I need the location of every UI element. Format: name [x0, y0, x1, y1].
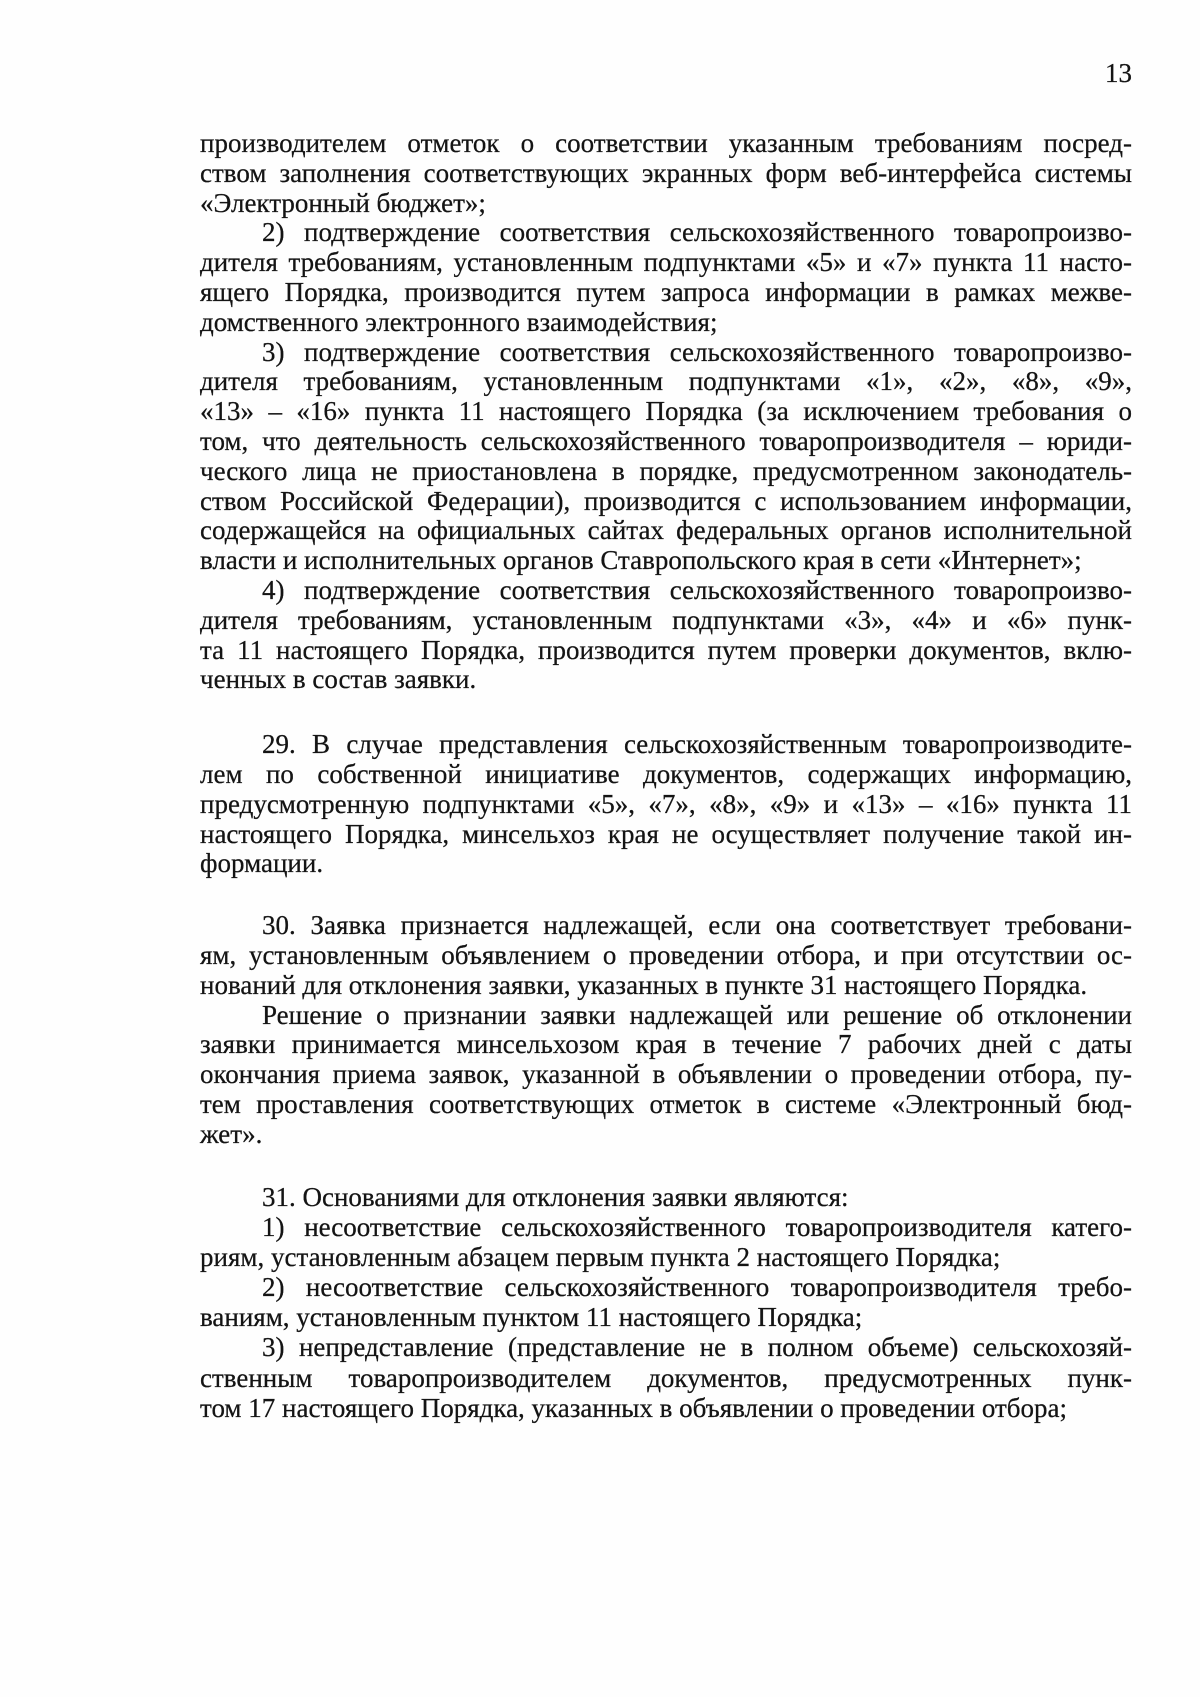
text-line: 3) подтверждение соответствия сельскохозяйственного товаропроизво-: [262, 336, 1132, 367]
text-line: ственным товаропроизводителем документов, предусмотренных пунк-: [200, 1362, 1132, 1393]
text-line: дителя требованиям, установленным подпунктами «5» и «7» пункта 11 насто-: [200, 247, 1132, 278]
text-line: заявки принимается минсельхозом края в течение 7 рабочих дней с даты: [200, 1029, 1132, 1060]
text-line: ством Российской Федерации), производится с использованием информации,: [200, 485, 1132, 516]
text-line: ваниям, установленным пунктом 11 настоящего Порядка;: [200, 1302, 863, 1333]
text-line: производителем отметок о соответствии указанным требованиям посред-: [200, 128, 1132, 158]
text-line: ящего Порядка, производится путем запроса информации в рамках межве-: [200, 276, 1132, 307]
clause-31-item-3: [200, 1332, 1132, 1422]
clause-30-paragraph-2: [200, 1001, 1132, 1150]
text-line: 4) подтверждение соответствия сельскохозяйственного товаропроизво-: [262, 574, 1132, 605]
text-line: 2) несоответствие сельскохозяйственного товаропроизводителя требо-: [262, 1272, 1132, 1303]
clause-31-intro: [200, 1182, 1132, 1212]
clause-31: [200, 1182, 1132, 1423]
text-line: «Электронный бюджет»;: [200, 187, 486, 218]
text-line: настоящего Порядка, минсельхоз края не осуществляет получение такой ин-: [200, 818, 1132, 849]
text-line: власти и исполнительных органов Ставропольского края в сети «Интернет»;: [200, 545, 1082, 576]
text-line: содержащейся на официальных сайтах федеральных органов исполнительной: [200, 515, 1132, 546]
text-line: предусмотренную подпунктами «5», «7», «8», «9» и «13» – «16» пункта 11: [200, 788, 1132, 819]
text-line: 29. В случае представления сельскохозяйственным товаропроизводите-: [262, 729, 1132, 760]
text-line: риям, установленным абзацем первым пункта 2 настоящего Порядка;: [200, 1242, 1001, 1273]
text-line: ченных в состав заявки.: [200, 664, 477, 695]
clause-29: [200, 730, 1132, 879]
clause-28-item-3: [200, 338, 1132, 576]
text-line: та 11 настоящего Порядка, производится путем проверки документов, вклю-: [200, 634, 1132, 665]
page-number: 13: [1105, 58, 1132, 88]
text-line: домственного электронного взаимодействия;: [200, 306, 718, 337]
clause-28-item-4: [200, 576, 1132, 695]
text-line: «13» – «16» пункта 11 настоящего Порядка (за исключением требования о: [200, 396, 1132, 427]
clause-28-item-1-tail: [200, 129, 1132, 218]
text-line: дителя требованиям, установленным подпунктами «1», «2», «8», «9»,: [200, 366, 1132, 397]
text-line: лем по собственной инициативе документов, содержащих информацию,: [200, 758, 1132, 789]
text-line: Решение о признании заявки надлежащей или решение об отклонении: [262, 999, 1132, 1030]
text-line: дителя требованиям, установленным подпунктами «3», «4» и «6» пунк-: [200, 604, 1132, 635]
text-line: 2) подтверждение соответствия сельскохозяйственного товаропроизво-: [262, 217, 1132, 248]
text-line: ческого лица не приостановлена в порядке, предусмотренном законодатель-: [200, 455, 1132, 486]
text-line: окончания приема заявок, указанной в объявлении о проведении отбора, пу-: [200, 1059, 1132, 1090]
text-line: том, что деятельность сельскохозяйственного товаропроизводителя – юриди-: [200, 425, 1132, 456]
text-line: 30. Заявка признается надлежащей, если она соответствует требовани-: [262, 910, 1132, 941]
text-line: жет».: [200, 1118, 263, 1149]
clause-30-paragraph-1: [200, 911, 1132, 1000]
text-line: нований для отклонения заявки, указанных в пункте 31 настоящего Порядка.: [200, 969, 1088, 1000]
text-line: формации.: [200, 848, 324, 879]
text-line: 31. Основаниями для отклонения заявки являются:: [262, 1182, 849, 1212]
text-line: 3) непредставление (представление не в полном объеме) сельскохозяй-: [262, 1332, 1132, 1363]
document-body: [200, 129, 1132, 1423]
text-line: том 17 настоящего Порядка, указанных в объявлении о проведении отбора;: [200, 1392, 1067, 1423]
text-line: ям, установленным объявлением о проведении отбора, и при отсутствии ос-: [200, 939, 1132, 970]
text-line: тем проставления соответствующих отметок в системе «Электронный бюд-: [200, 1088, 1132, 1119]
clause-31-item-2: [200, 1272, 1132, 1332]
clause-28-item-2: [200, 218, 1132, 337]
clause-31-item-1: [200, 1212, 1132, 1272]
text-line: ством заполнения соответствующих экранных форм веб-интерфейса системы: [200, 157, 1132, 188]
text-line: 1) несоответствие сельскохозяйственного товаропроизводителя катего-: [262, 1212, 1132, 1243]
